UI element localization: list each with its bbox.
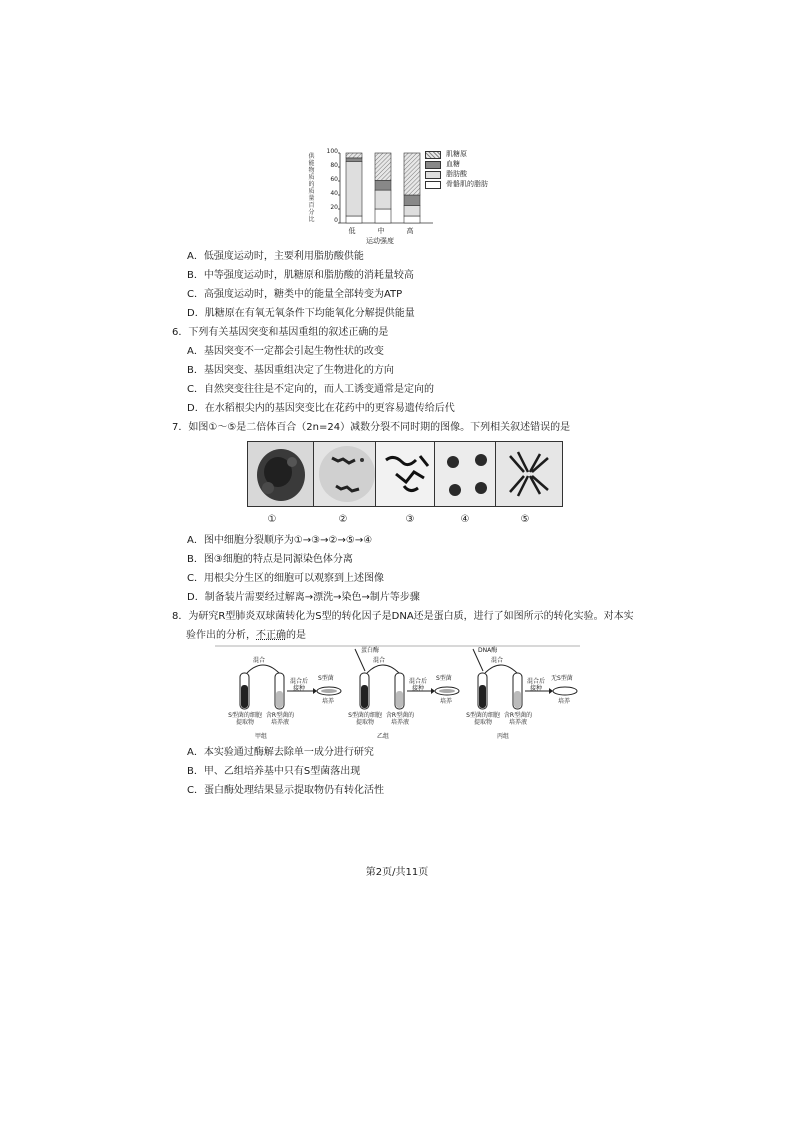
chart-ytick: 0 [334,217,338,224]
chart-xtick: 低 [348,227,356,235]
emphasis-not-correct: 不正确 [256,630,286,641]
legend-item: 血糖 [425,160,510,170]
chart-ytick: 60 [330,176,338,183]
q6-option-c: C．自然突变往往是不定向的，而人工诱变通常是定向的 [187,384,434,395]
legend-swatch-dark [425,161,441,169]
label-inoculate: 混合后接种 [289,678,308,692]
micrograph-label: ① [267,514,277,525]
q7-stem: 7．如图①～⑤是二倍体百合（2n=24）减数分裂不同时期的图像。下列相关叙述错误的是 [172,422,571,433]
label-culture: 培养 [322,698,335,705]
bar-segment [346,153,362,158]
chart-legend [425,150,510,190]
experiment-svg [215,645,580,745]
micrograph-2 [313,441,381,507]
micrograph-1 [247,441,315,507]
label-dnase: DNA酶 [478,647,498,654]
q7-option-a: A．图中细胞分裂顺序为①→③→②→⑤→④ [187,535,373,546]
bar-segment [375,153,391,180]
legend-swatch-white [425,181,441,189]
label-tube-right: 含R型菌的培养液 [385,712,415,726]
label-tube-right: 含R型菌的培养液 [503,712,533,726]
bar-segment [375,190,391,209]
micrograph-label: ⑤ [520,514,530,525]
q6-stem: 6．下列有关基因突变和基因重组的叙述正确的是 [172,327,389,338]
q6-option-d: D．在水稻根尖内的基因突变比在花药中的更容易遗传给后代 [187,403,455,414]
bar-segment [404,216,420,223]
chart-xlabel: 运动强度 [366,237,394,245]
label-culture: 培养 [440,698,453,705]
label-tube-right: 含R型菌的培养液 [265,712,295,726]
bar-segment [375,180,391,190]
label-tube-left: S型菌的细胞提取物 [228,712,262,726]
label-tube-left: S型菌的细胞提取物 [348,712,382,726]
micrograph-label: ④ [460,514,470,525]
label-inoculate: 混合后接种 [408,678,427,692]
q8-stem-line2: 验作出的分析，不正确的是 [186,630,306,641]
micrograph-label: ③ [405,514,415,525]
legend-item: 脂肪酸 [425,170,510,180]
q8-option-c: C．蛋白酶处理结果显示提取物仍有转化活性 [187,785,384,796]
transformation-experiment-figure [215,645,580,745]
label-mix: 混合 [253,657,266,664]
micrograph-label: ② [338,514,348,525]
group-label: 甲组 [255,733,268,740]
label-no-s: 无S型菌 [551,675,573,682]
chart-xtick: 高 [406,227,414,235]
q8-option-b: B．甲、乙组培养基中只有S型菌落出现 [187,766,361,777]
bar-segment [375,209,391,223]
label-tube-left: S型菌的细胞提取物 [466,712,500,726]
stacked-bar-chart [310,145,510,245]
micrograph-5 [495,441,563,507]
q8-stem-line1: 8．为研究R型肺炎双球菌转化为S型的转化因子是DNA还是蛋白质，进行了如图所示的转化实验。对本实 [172,611,634,622]
label-protease: 蛋白酶 [361,647,380,654]
page-footer: 第2页/共11页 [365,867,429,878]
q5-option-d: D．肌糖原在有氧无氧条件下均能氧化分解提供能量 [187,308,415,319]
q7-option-b: B．图③细胞的特点是同源染色体分离 [187,554,353,565]
label-s-colony: S型菌 [436,675,452,682]
q6-option-a: A．基因突变不一定都会引起生物性状的改变 [187,346,384,357]
bar-segment [404,206,420,217]
bar-segment [346,158,362,162]
q5-option-a: A．低强度运动时，主要利用脂肪酸供能 [187,251,364,262]
legend-item: 骨骼肌的脂肪 [425,180,510,190]
group-label: 乙组 [377,733,390,740]
group-label: 丙组 [497,733,510,740]
q5-option-c: C．高强度运动时，糖类中的能量全部转变为ATP [187,289,403,300]
chart-ytick: 40 [330,190,338,197]
chart-xtick: 中 [377,227,385,235]
chart-ytick: 100 [326,148,338,155]
micrograph-3 [375,441,443,507]
label-mix: 混合 [373,657,386,664]
chart-ytick: 80 [330,162,338,169]
legend-swatch-hatched [425,151,441,159]
label-s-colony: S型菌 [318,675,334,682]
legend-item: 肌糖原 [425,150,510,160]
label-inoculate: 混合后接种 [526,678,545,692]
micrograph-4 [434,441,502,507]
q6-option-b: B．基因突变、基因重组决定了生物进化的方向 [187,365,394,376]
bar-segment [346,161,362,216]
bar-segment [404,195,420,206]
bar-segment [404,153,420,195]
q7-option-c: C．用根尖分生区的细胞可以观察到上述图像 [187,573,384,584]
label-culture: 培养 [558,698,571,705]
bar-segment [346,216,362,223]
q8-option-a: A．本实验通过酶解去除单一成分进行研究 [187,747,374,758]
chart-ylabel: 供能物质的质量百分比 [308,153,315,223]
legend-swatch-light [425,171,441,179]
label-mix: 混合 [491,657,504,664]
chart-ytick: 20 [330,204,338,211]
q5-option-b: B．中等强度运动时，肌糖原和脂肪酸的消耗量较高 [187,270,414,281]
q7-option-d: D．制备装片需要经过解离→漂洗→染色→制片等步骤 [187,592,420,603]
